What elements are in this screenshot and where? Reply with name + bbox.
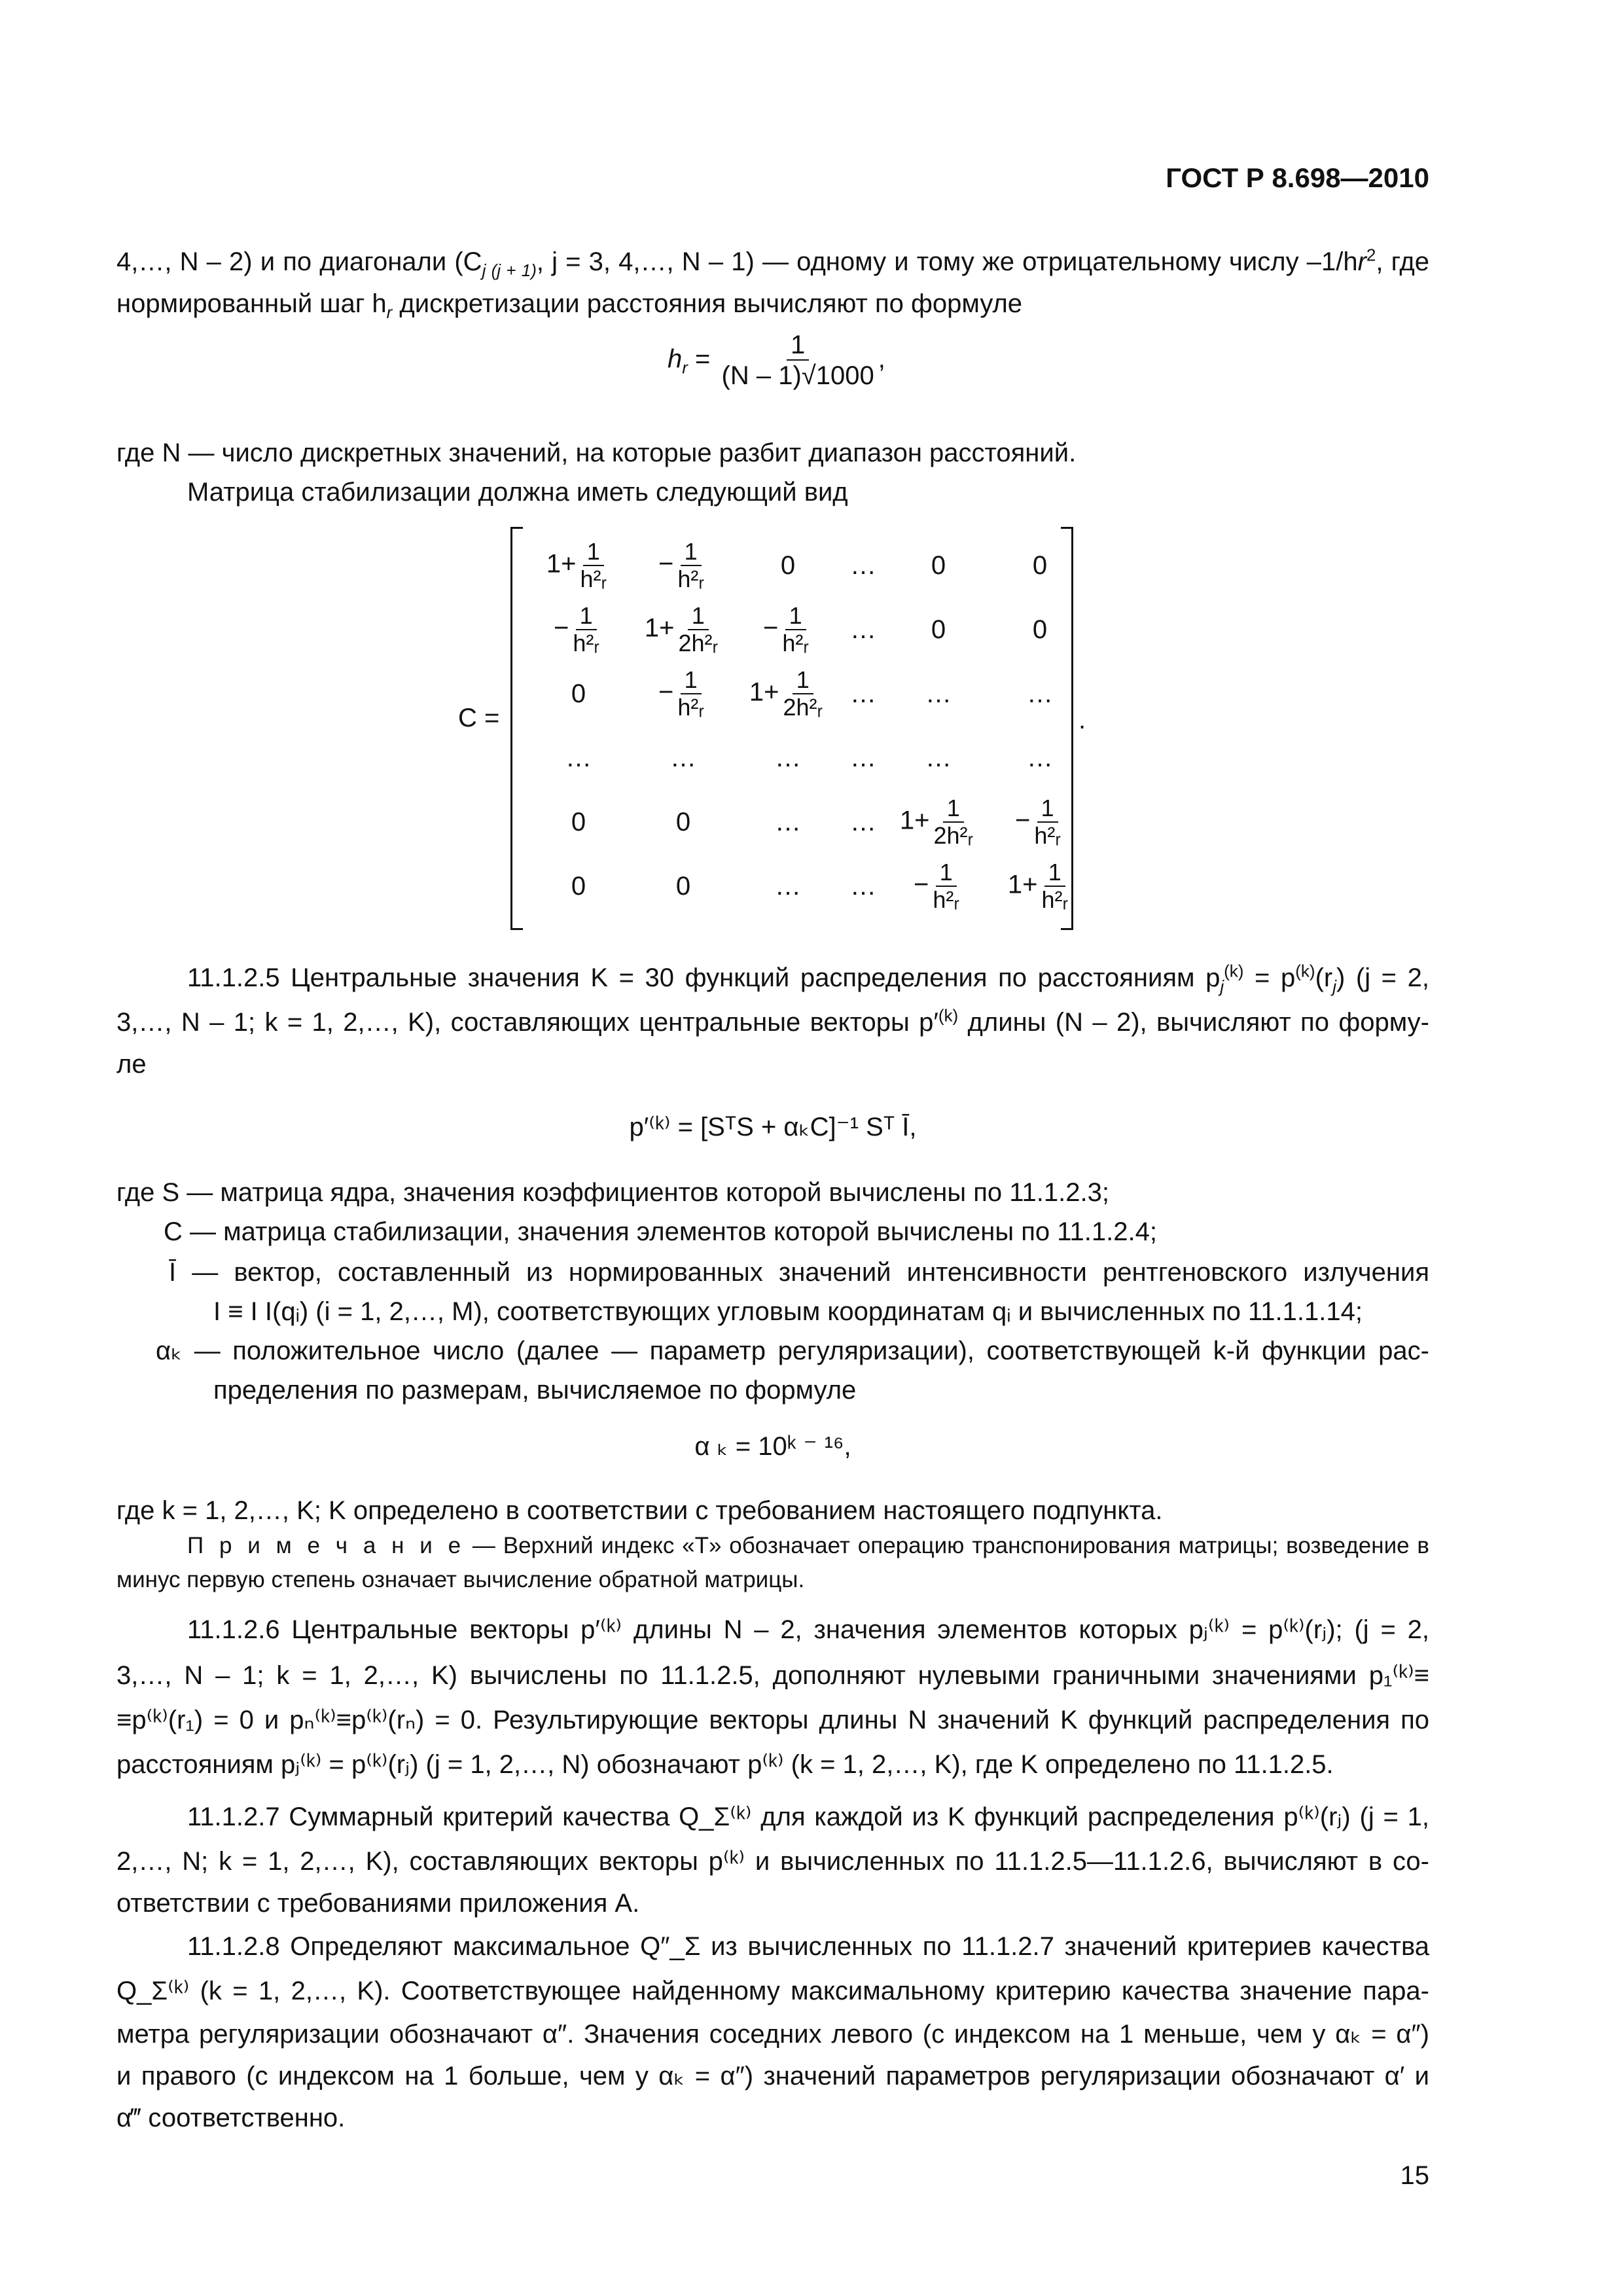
note-line-2: минус первую степень означает вычисление обратной матрицы. xyxy=(116,1567,805,1592)
matrix-cell: … xyxy=(670,743,696,772)
matrix-cell: … xyxy=(850,550,876,580)
para-11-1-2-8-line-5: α‴ соответственно. xyxy=(116,2104,346,2132)
formula-alpha: α ₖ = 10ᵏ ⁻ ¹⁶, xyxy=(694,1432,851,1461)
matrix-cell: 0 xyxy=(675,807,691,836)
para-11-1-2-7-line-3: ответствии с требованиями приложения А. xyxy=(116,1889,640,1918)
matrix-cell: − $\frac{1}{\text{h²ᵣ}}$ xyxy=(658,666,704,721)
matrix-cell: 1+ $\frac{1}{\text{2h²ᵣ}}$ xyxy=(899,795,974,849)
para-1-line-1: 4,…, N – 2) и по диагонали ($C_{j (j + 1)}$, j = 3, 4,…, N – 1) — одному и тому же отрицательному числу $-1/hr^2$, где xyxy=(116,245,1430,280)
matrix-cell: 0 xyxy=(571,807,586,836)
matrix-cell: … xyxy=(850,615,876,644)
where-I-line-2: I ≡ I I(qᵢ) (i = 1, 2,…, M), соответствующих угловым координатам qᵢ и вычисленных по 11.1.1.14; xyxy=(213,1297,1363,1326)
para-11-1-2-8-line-2: Q_Σ⁽ᵏ⁾ (k = 1, 2,…, K). Соответствующее найденному максимальному критерию качества значение пара- xyxy=(116,1977,1429,2005)
matrix-cell: 0 xyxy=(571,871,586,901)
para-11-1-2-5-line-3: ле xyxy=(116,1050,147,1079)
matrix-cell: 0 xyxy=(1032,550,1048,580)
matrix-cell: 0 xyxy=(571,679,586,708)
formula-p-vector: p′⁽ᵏ⁾ = [SᵀS + αₖC]⁻¹ Sᵀ Ī, xyxy=(629,1113,917,1141)
matrix-cell: … xyxy=(850,807,876,836)
matrix-cell: − $\frac{1}{\text{h²ᵣ}}$ xyxy=(1015,795,1061,849)
where-I-line-1: Ī — вектор, составленный из нормированных значений интенсивности рентгеновского излучения xyxy=(169,1258,1429,1287)
para-11-1-2-8-line-3: метра регуляризации обозначают α″. Значения соседних левого (с индексом на 1 меньше, чем у αₖ = α″) xyxy=(116,2020,1429,2049)
para-11-1-2-8-line-1: 11.1.2.8 Определяют максимальное Q″_Σ из вычисленных по 11.1.2.7 значений критериев качества xyxy=(187,1932,1429,1961)
para-11-1-2-5-line-1: 11.1.2.5 Центральные значения K = 30 функций распределения по расстояниям $p_j^{(k)} = p^{(k)}(r_j) (j = 2$, xyxy=(187,961,1429,996)
para-1-line-2: нормированный шаг $h_r$ дискретизации расстояния вычисляют по формуле xyxy=(116,289,1023,322)
stabilization-matrix xyxy=(510,527,1073,926)
matrix-cell: 0 xyxy=(1032,615,1048,644)
matrix-cell: − $\frac{1}{\text{h²ᵣ}}$ xyxy=(914,859,959,913)
formula-hr: $h_r$ = $\frac{1}{(N - 1)√1000}$ , xyxy=(668,331,885,390)
para-11-1-2-6-line-3: ≡p⁽ᵏ⁾(r₁) = 0 и pₙ⁽ᵏ⁾≡p⁽ᵏ⁾(rₙ) = 0. Результирующие векторы длины N значений K функций распределения по xyxy=(116,1706,1429,1734)
matrix-cell: 0 xyxy=(931,615,946,644)
matrix-period: . xyxy=(1079,706,1086,734)
matrix-cell: … xyxy=(775,871,801,901)
para-5: где k = 1, 2,…, K; K определено в соответствии с требованием настоящего подпункта. xyxy=(116,1496,1163,1525)
matrix-cell: − $\frac{1}{\text{h²ᵣ}}$ xyxy=(554,602,599,656)
where-C: C — матрица стабилизации, значения элементов которой вычислены по 11.1.2.4; xyxy=(164,1217,1157,1246)
matrix-cell: 1+ $\frac{1}{\text{h²ᵣ}}$ xyxy=(546,538,607,592)
matrix-cell: … xyxy=(850,679,876,708)
matrix-cell: … xyxy=(775,807,801,836)
para-11-1-2-6-line-2: 3,…, N – 1; k = 1, 2,…, K) вычислены по 11.1.2.5, дополняют нулевыми граничными значениями p₁⁽ᵏ⁾≡ xyxy=(116,1661,1429,1690)
para-11-1-2-8-line-4: и правого (с индексом на 1 больше, чем у αₖ = α″) значений параметров регуляризации обозначают α′ и xyxy=(116,2062,1429,2090)
matrix-cell: 0 xyxy=(780,550,796,580)
matrix-cell: … xyxy=(1027,743,1053,772)
matrix-label: C = xyxy=(458,704,500,732)
matrix-cell: 1+ $\frac{1}{\text{2h²ᵣ}}$ xyxy=(749,666,823,721)
matrix-cell: … xyxy=(925,679,952,708)
note-line-1: П р и м е ч а н и е — Верхний индекс «T» обозначает операцию транспонирования матрицы; возведение в xyxy=(187,1533,1429,1558)
matrix-cell: 1+ $\frac{1}{\text{h²ᵣ}}$ xyxy=(1007,859,1069,913)
para-3: Матрица стабилизации должна иметь следующий вид xyxy=(187,478,848,507)
page-number: 15 xyxy=(1400,2161,1429,2190)
where-alpha-line-1: αₖ — положительное число (далее — параметр регуляризации), соответствующей k-й функции рас- xyxy=(156,1336,1429,1365)
matrix-cell: 0 xyxy=(675,871,691,901)
where-alpha-line-2: пределения по размерам, вычисляемое по формуле xyxy=(213,1376,857,1405)
matrix-cell: … xyxy=(925,743,952,772)
para-11-1-2-7-line-2: 2,…, N; k = 1, 2,…, K), составляющих векторы p⁽ᵏ⁾ и вычисленных по 11.1.2.5—11.1.2.6, вычисляют в со- xyxy=(116,1847,1429,1876)
matrix-cell: 0 xyxy=(931,550,946,580)
matrix-cell: − $\frac{1}{\text{h²ᵣ}}$ xyxy=(658,538,704,592)
matrix-bracket-left xyxy=(510,527,523,930)
para-2: где N — число дискретных значений, на которые разбит диапазон расстояний. xyxy=(116,439,1077,467)
page-header: ГОСТ Р 8.698—2010 xyxy=(1166,162,1429,193)
matrix-cell: − $\frac{1}{\text{h²ᵣ}}$ xyxy=(763,602,809,656)
para-11-1-2-6-line-4: расстояниям pⱼ⁽ᵏ⁾ = p⁽ᵏ⁾(rⱼ) (j = 1, 2,…, N) обозначают p⁽ᵏ⁾ (k = 1, 2,…, K), где K определено по 11.1.2.5. xyxy=(116,1750,1334,1779)
matrix-cell: … xyxy=(565,743,592,772)
para-11-1-2-5-line-2: 3,…, N – 1; k = 1, 2,…, K), составляющих центральные векторы $p'^{(k)}$ длины (N – 2), вычисляют по форму- xyxy=(116,1005,1429,1037)
para-11-1-2-7-line-1: 11.1.2.7 Суммарный критерий качества Q_Σ⁽ᵏ⁾ для каждой из K функций распределения p⁽ᵏ⁾(rⱼ) (j = 1, xyxy=(187,1803,1429,1831)
matrix-cell: … xyxy=(775,743,801,772)
para-11-1-2-6-line-1: 11.1.2.6 Центральные векторы p′⁽ᵏ⁾ длины N – 2, значения элементов которых pⱼ⁽ᵏ⁾ = p⁽ᵏ⁾(rⱼ); (j = 2, xyxy=(187,1615,1429,1644)
matrix-cell: … xyxy=(850,871,876,901)
matrix-cell: … xyxy=(1027,679,1053,708)
matrix-cell: 1+ $\frac{1}{\text{2h²ᵣ}}$ xyxy=(644,602,719,656)
matrix-cell: … xyxy=(850,743,876,772)
where-S: где S — матрица ядра, значения коэффициентов которой вычислены по 11.1.2.3; xyxy=(116,1178,1109,1207)
